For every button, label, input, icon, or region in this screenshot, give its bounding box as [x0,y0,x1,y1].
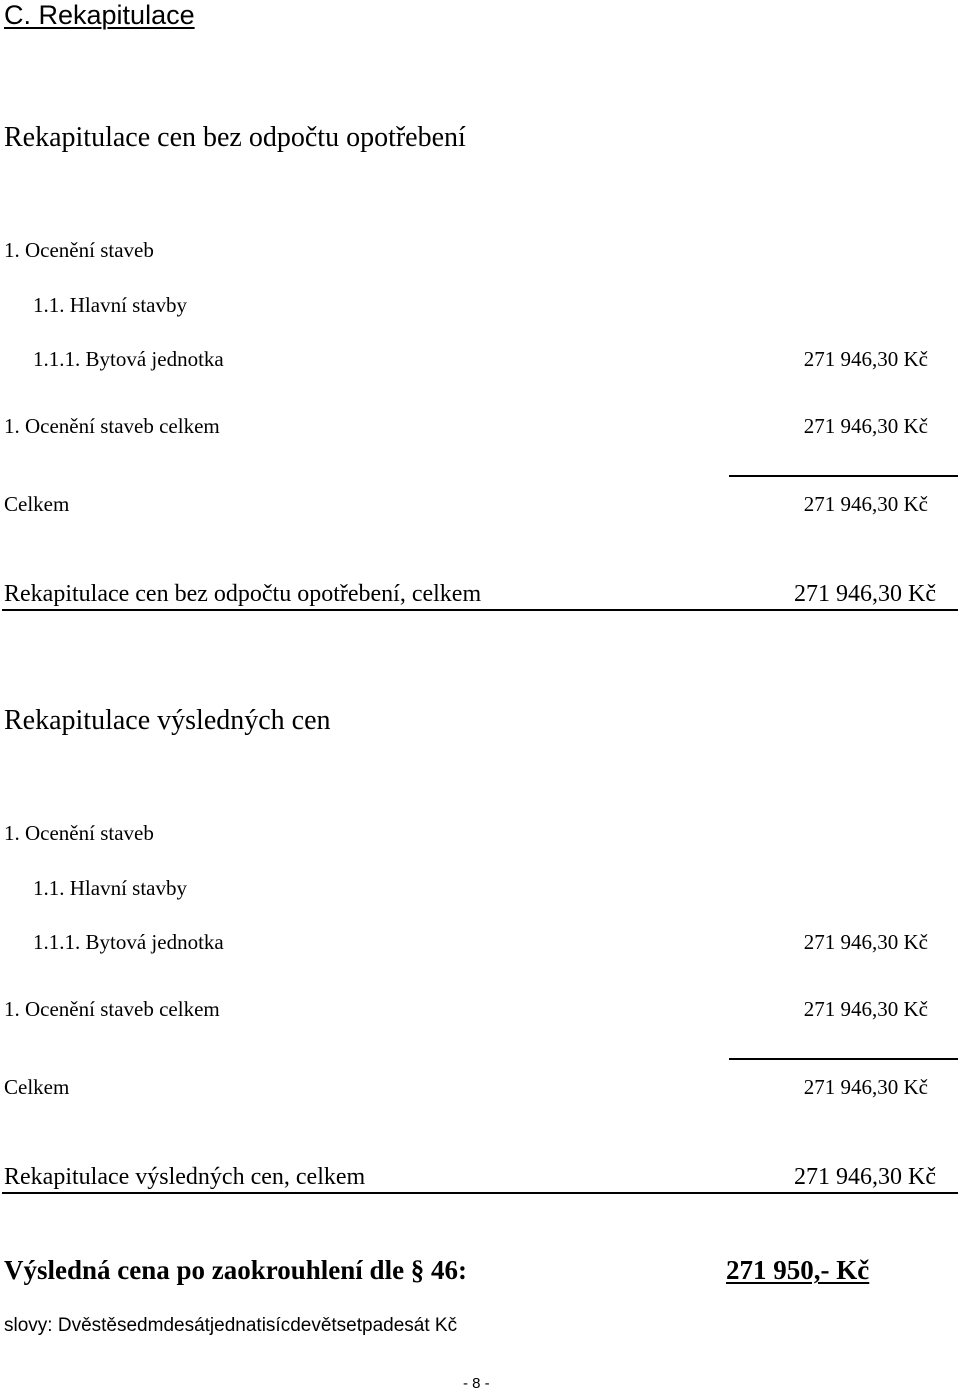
part1-title: Rekapitulace cen bez odpočtu opotřebení [4,122,466,153]
part2-title: Rekapitulace výsledných cen [4,705,331,736]
part1-group-total-value: 271 946,30 Kč [803,414,928,438]
part1-grand-total-label: Rekapitulace cen bez odpočtu opotřebení, celkem [4,581,482,607]
part1-item-value: 271 946,30 Kč [803,347,928,371]
part1-subtotal-rule [729,475,958,477]
part2-group-total-value: 271 946,30 Kč [803,997,928,1021]
final-price-in-words: slovy: Dvěstěsedmdesátjednatisícdevětsetpadesát Kč [4,1315,458,1336]
part2-sum-value: 271 946,30 Kč [803,1075,928,1099]
part2-group-total-label: 1. Ocenění staveb celkem [4,997,220,1021]
part1-grand-total-value: 271 946,30 Kč [794,581,936,607]
part2-subgroup-label: 1.1. Hlavní stavby [33,876,187,900]
part2-grand-total-label: Rekapitulace výsledných cen, celkem [4,1164,366,1190]
part1-group-label: 1. Ocenění staveb [4,238,154,262]
part2-item-value: 271 946,30 Kč [803,930,928,954]
part2-grand-total-value: 271 946,30 Kč [794,1164,936,1190]
part2-grand-total-rule [2,1192,958,1194]
part2-group-label: 1. Ocenění staveb [4,821,154,845]
part1-sum-value: 271 946,30 Kč [803,492,928,516]
part1-subgroup-label: 1.1. Hlavní stavby [33,293,187,317]
final-price-value: 271 950,- Kč [726,1255,870,1285]
part2-item-label: 1.1.1. Bytová jednotka [33,930,224,954]
part2-subtotal-rule [729,1058,958,1060]
part1-sum-label: Celkem [4,492,70,516]
part1-group-total-label: 1. Ocenění staveb celkem [4,414,220,438]
page-number: - 8 - [463,1375,490,1392]
part1-item-label: 1.1.1. Bytová jednotka [33,347,224,371]
part1-grand-total-rule [2,609,958,611]
section-title: C. Rekapitulace [4,0,195,30]
final-price-label: Výsledná cena po zaokrouhlení dle § 46: [4,1255,468,1285]
part2-sum-label: Celkem [4,1075,70,1099]
